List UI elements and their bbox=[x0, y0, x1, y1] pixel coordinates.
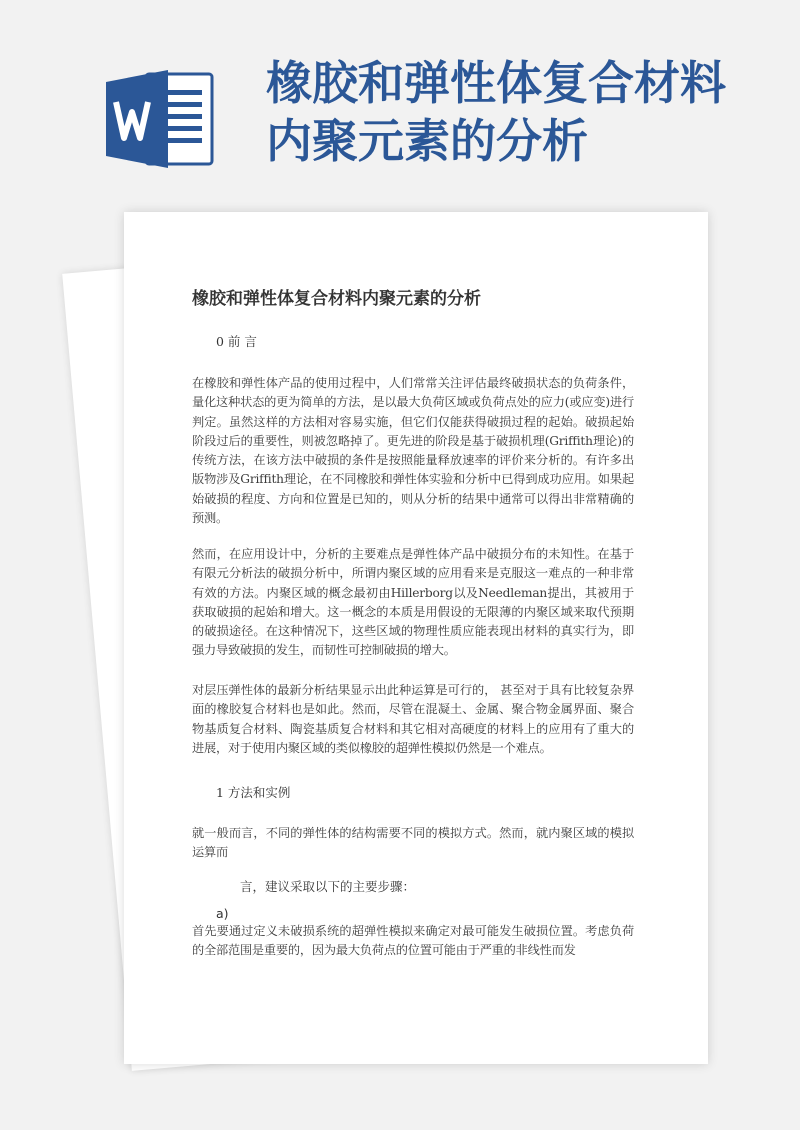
list-item-a: a) bbox=[216, 906, 229, 921]
document-page bbox=[124, 212, 708, 1064]
paragraph-4: 就一般而言，不同的弹性体的结构需要不同的模拟方式。然而，就内聚区域的模拟运算而 bbox=[192, 826, 634, 860]
paragraph-6: 首先要通过定义未破损系统的超弹性模拟来确定对最可能发生破损位置。考虑负荷的全部范围是重要的，因为最大负荷点的位置可能由于严重的非线性而发 bbox=[192, 924, 634, 958]
paragraph-2: 然而，在应用设计中，分析的主要难点是弹性体产品中破损分布的未知性。在基于有限元分析法的破损分析中，所谓内聚区域的应用看来是克服这一难点的一种非常有效的方法。内聚区域的概念最初由Hillerborg以及Needleman提出，其被用于获取破损的起始和增大。这一概念的本质是用假设的无限薄的内聚区域来取代预期的破损途径。在这种情况下，这些区域的物理性质应能表现出材料的真实行为，即强力导致破损的发生，而韧性可控制破损的增大。 bbox=[192, 547, 634, 658]
page-headline bbox=[266, 54, 786, 170]
section-heading-0: 0 前 言 bbox=[216, 334, 257, 349]
section-heading-1: 1 方法和实例 bbox=[216, 785, 291, 800]
headline-line-2: 内聚元素的分析 bbox=[266, 114, 588, 168]
paragraph-3: 对层压弹性体的最新分析结果显示出此种运算是可行的， 甚至对于具有比较复杂界面的橡胶复合材料也是如此。然而，尽管在混凝土、金属、聚合物金属界面、聚合物基质复合材料、陶瓷基质复合材料和其它相对高硬度的材料上的应用有了重大的进展，对于使用内聚区域的类似橡胶的超弹性模拟仍然是一个难点。 bbox=[192, 683, 634, 755]
word-document-icon bbox=[106, 68, 216, 170]
headline-line-1: 橡胶和弹性体复合材料 bbox=[266, 56, 726, 110]
paragraph-5: 言，建议采取以下的主要步骤： bbox=[240, 879, 416, 894]
document-title: 橡胶和弹性体复合材料内聚元素的分析 bbox=[192, 289, 481, 309]
paragraph-1: 在橡胶和弹性体产品的使用过程中，人们常常关注评估最终破损状态的负荷条件，量化这种状态的更为简单的方法，是以最大负荷区域或负荷点处的应力(或应变)进行判定。虽然这样的方法相对容易实施，但它们仅能获得破损过程的起始。破损起始阶段过后的重要性，则被忽略掉了。更先进的阶段是基于破损机理(Griffith理论)的传统方法，在该方法中破损的条件是按照能量释放速率的评价来分析的。有许多出版物涉及Griffith理论，在不同橡胶和弹性体实验和分析中已得到成功应用。如果起始破损的程度、方向和位置是已知的，则从分析的结果中通常可以得出非常精确的预测。 bbox=[192, 376, 634, 526]
